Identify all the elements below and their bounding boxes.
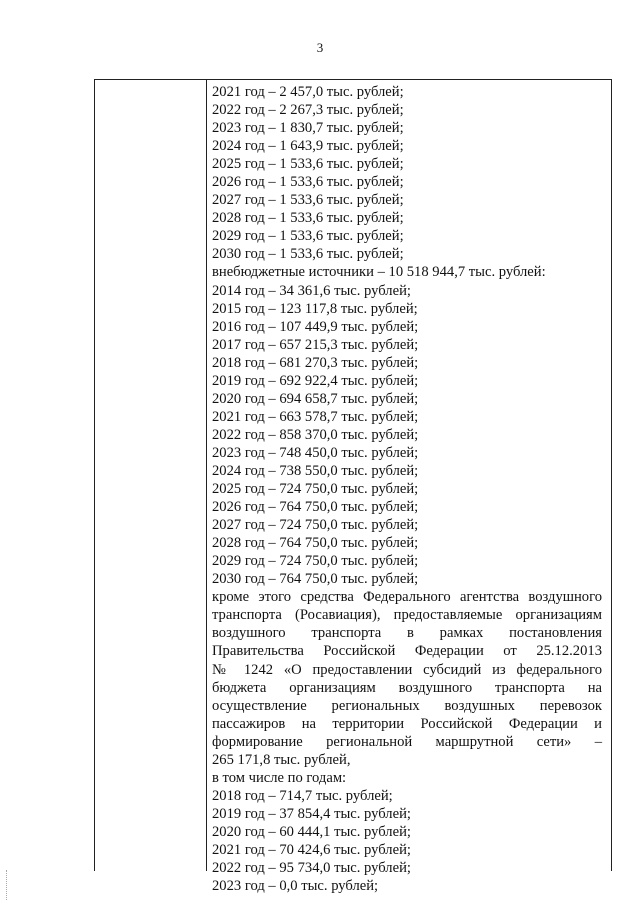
funding-line: 2022 год – 95 734,0 тыс. рублей;: [212, 860, 411, 877]
offbudget-total-line: внебюджетные источники – 10 518 944,7 тыс. рублей:: [212, 264, 546, 281]
paragraph-line: осуществление региональных воздушных перевозок: [212, 697, 602, 714]
funding-line: 2021 год – 2 457,0 тыс. рублей;: [212, 84, 404, 100]
paragraph-line: кроме этого средства Федерального агентства воздушного: [212, 589, 602, 606]
funding-line: 2028 год – 764 750,0 тыс. рублей;: [212, 535, 419, 552]
table-right-cell: [212, 83, 602, 895]
funding-line: 2017 год – 657 215,3 тыс. рублей;: [212, 336, 419, 353]
funding-line: 2025 год – 724 750,0 тыс. рублей;: [212, 481, 419, 498]
paragraph-line: пассажиров на территории Российской Федерации и: [212, 715, 602, 732]
funding-line: 2024 год – 1 643,9 тыс. рублей;: [212, 138, 404, 155]
page-number: 3: [316, 40, 324, 55]
funding-line: 2019 год – 692 922,4 тыс. рублей;: [212, 372, 419, 389]
funding-line: 2019 год – 37 854,4 тыс. рублей;: [212, 805, 411, 822]
funding-line: 2027 год – 1 533,6 тыс. рублей;: [212, 192, 404, 209]
funding-line: 2023 год – 748 450,0 тыс. рублей;: [212, 444, 419, 461]
funding-line: 2022 год – 2 267,3 тыс. рублей;: [212, 102, 404, 119]
funding-line: 2022 год – 858 370,0 тыс. рублей;: [212, 426, 419, 443]
funding-line: 2030 год – 1 533,6 тыс. рублей;: [212, 246, 404, 263]
paragraph-line: № 1242 «О предоставлении субсидий из федерального: [212, 661, 602, 678]
funding-line: 2029 год – 724 750,0 тыс. рублей;: [212, 553, 419, 570]
funding-line: 2021 год – 70 424,6 тыс. рублей;: [212, 841, 411, 858]
funding-line: 2026 год – 1 533,6 тыс. рублей;: [212, 174, 404, 191]
funding-line: 2025 год – 1 533,6 тыс. рублей;: [212, 156, 404, 173]
funding-line: 2028 год – 1 533,6 тыс. рублей;: [212, 210, 404, 227]
rosaviatsia-total-line: 265 171,8 тыс. рублей,: [212, 751, 351, 768]
paragraph-line: воздушного транспорта в рамках постановления: [212, 625, 602, 642]
by-years-label: в том числе по годам:: [212, 769, 347, 786]
funding-line: 2024 год – 738 550,0 тыс. рублей;: [212, 462, 419, 479]
funding-line: 2016 год – 107 449,9 тыс. рублей;: [212, 318, 419, 335]
funding-line: 2014 год – 34 361,6 тыс. рублей;: [212, 282, 411, 299]
scan-margin-mark: [6, 870, 9, 900]
table-left-cell: [95, 80, 207, 871]
funding-line: 2015 год – 123 117,8 тыс. рублей;: [212, 300, 418, 317]
paragraph-line: транспорта (Росавиация), предоставляемые организациям: [212, 607, 602, 624]
funding-line: 2026 год – 764 750,0 тыс. рублей;: [212, 499, 419, 516]
funding-line: 2027 год – 724 750,0 тыс. рублей;: [212, 517, 419, 534]
funding-line: 2030 год – 764 750,0 тыс. рублей;: [212, 571, 419, 588]
funding-line: 2023 год – 0,0 тыс. рублей;: [212, 878, 379, 895]
rosaviatsia-paragraph: [212, 588, 602, 750]
paragraph-line: формирование региональной маршрутной сети» –: [212, 733, 602, 750]
funding-line: 2020 год – 694 658,7 тыс. рублей;: [212, 390, 419, 407]
funding-line: 2018 год – 681 270,3 тыс. рублей;: [212, 354, 419, 371]
document-table: [94, 79, 612, 895]
funding-line: 2018 год – 714,7 тыс. рублей;: [212, 787, 393, 804]
funding-line: 2021 год – 663 578,7 тыс. рублей;: [212, 408, 419, 425]
funding-line: 2023 год – 1 830,7 тыс. рублей;: [212, 120, 404, 137]
paragraph-line: бюджета организациям воздушного транспорта на: [212, 679, 602, 696]
funding-line: 2029 год – 1 533,6 тыс. рублей;: [212, 228, 404, 245]
paragraph-line: Правительства Российской Федерации от 25.12.2013: [212, 643, 602, 660]
funding-line: 2020 год – 60 444,1 тыс. рублей;: [212, 823, 411, 840]
